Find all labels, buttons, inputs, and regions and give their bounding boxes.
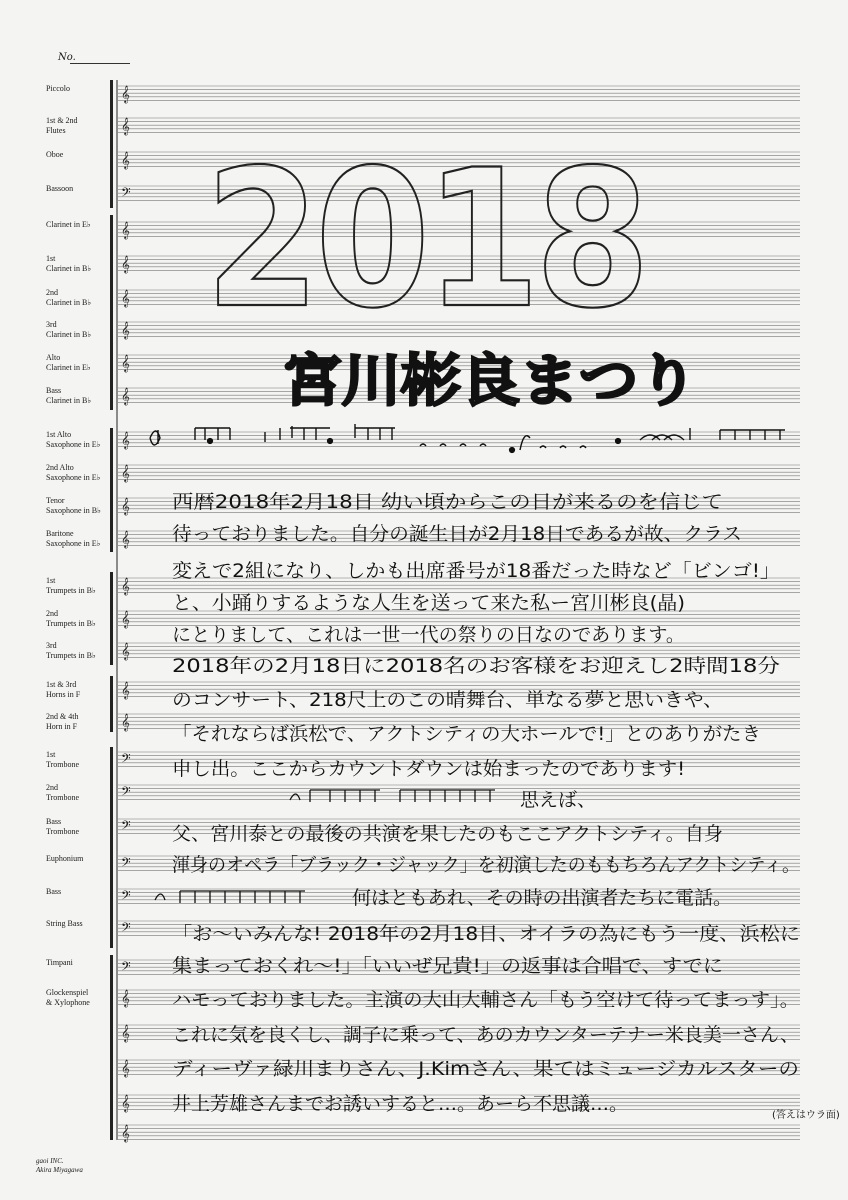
clef-glyph: 𝄞 [121, 289, 130, 307]
letter-line: 「お〜いみんな! 2018年の2月18日、オイラの為にもう一度、浜松に [172, 923, 800, 945]
clef-glyph: 𝄢 [121, 818, 131, 836]
instrument-label: Glockenspiel & Xylophone [46, 988, 90, 1007]
clef-glyph: 𝄞 [121, 497, 130, 515]
clef-glyph: 𝄞 [121, 681, 130, 699]
letter-line: 集まっておくれ〜!」「いいぜ兄貴!」の返事は合唱で、すでに [172, 955, 723, 977]
clef-glyph: 𝄞 [121, 117, 130, 135]
letter-line: 井上芳雄さんまでお誘いすると…。あーら不思議…。 [172, 1093, 628, 1115]
clef-glyph: 𝄞 [121, 577, 130, 595]
letter-line: にとりまして、これは一世一代の祭りの日なのであります。 [172, 624, 685, 646]
clef-glyph: 𝄢 [121, 855, 131, 873]
instrument-label: 1st Clarinet in B♭ [46, 254, 92, 273]
clef-glyph: 𝄞 [121, 1094, 130, 1112]
system-bracket [110, 747, 113, 948]
letter-line: 渾身のオペラ「ブラック・ジャック」を初演したのももちろんアクトシティ。 [172, 854, 800, 876]
handwritten-melody-1 [150, 424, 785, 452]
clef-glyph: 𝄢 [121, 185, 131, 203]
clef-glyph: 𝄞 [121, 1059, 130, 1077]
instrument-label: Bass Trombone [46, 817, 80, 836]
clef-glyph: 𝄞 [121, 221, 130, 239]
score-number-label: No. [58, 52, 76, 63]
system-bracket [110, 955, 113, 1140]
clef-glyph: 𝄞 [121, 530, 130, 548]
clef-glyph: 𝄞 [121, 610, 130, 628]
instrument-label: 1st & 3rd Horns in F [46, 680, 81, 699]
letter-line: と、小踊りするような人生を送って来た私ー宮川彬良(晶) [172, 592, 685, 614]
instrument-label: String Bass [46, 919, 83, 928]
instrument-label: Tenor Saxophone in B♭ [46, 496, 101, 515]
clef-glyph: 𝄢 [121, 888, 131, 906]
clef-glyph: 𝄞 [121, 464, 130, 482]
letter-line: 西暦2018年2月18日 幼い頃からこの日が来るのを信じて [172, 491, 723, 513]
clef-glyph: 𝄞 [121, 431, 130, 449]
clef-glyph: 𝄞 [121, 85, 130, 103]
publisher-name: gaoi INC. [36, 1157, 64, 1165]
letter-line: 「それならば浜松で、アクトシティの大ホールで!」とのありがたき [172, 723, 761, 745]
instrument-label: 1st Alto Saxophone in E♭ [46, 430, 101, 449]
instrument-label: 2nd & 4th Horn in F [46, 712, 79, 731]
clef-glyph: 𝄞 [121, 255, 130, 273]
letter-line: 思えば、 [520, 789, 596, 811]
clef-glyph: 𝄢 [121, 784, 131, 802]
letter-line: 待っておりました。自分の誕生日が2月18日であるが故、クラス [172, 523, 742, 545]
clef-glyph: 𝄞 [121, 354, 130, 372]
system-bracket [110, 215, 113, 410]
instrument-label: Bass [46, 887, 62, 896]
instrument-label: Timpani [46, 958, 73, 967]
instrument-label: 2nd Clarinet in B♭ [46, 288, 92, 307]
instrument-label: Bassoon [46, 184, 74, 193]
publisher-credit [36, 1157, 83, 1175]
clef-glyph: 𝄞 [121, 321, 130, 339]
letter-line: ハモっておりました。主演の大山大輔さん「もう空けて待ってまっす」。 [172, 989, 799, 1011]
letter-line: これに気を良くし、調子に乗って、あのカウンターテナー米良美一さん、 [172, 1024, 799, 1046]
clef-glyph: 𝄞 [121, 387, 130, 405]
instrument-label: 3rd Clarinet in B♭ [46, 320, 92, 339]
instrument-label: 2nd Trombone [46, 783, 80, 802]
letter-line: 父、宮川泰との最後の共演を果したのもここアクトシティ。自身 [172, 823, 723, 845]
clef-glyph: 𝄢 [121, 751, 131, 769]
instrument-label: 2nd Trumpets in B♭ [46, 609, 96, 628]
clef-glyph: 𝄞 [121, 642, 130, 660]
year-artwork: 2018 [205, 129, 645, 350]
letter-line: ディーヴァ緑川まりさん、J.Kimさん、果てはミュージカルスターの [172, 1058, 799, 1080]
instrument-label: 3rd Trumpets in B♭ [46, 641, 96, 660]
instrument-label: 1st & 2nd Flutes [46, 116, 78, 135]
system-bracket [110, 572, 113, 665]
instrument-label: Euphonium [46, 854, 84, 863]
clef-glyph: 𝄞 [121, 1124, 130, 1142]
composer-name: Akira Miyagawa [36, 1166, 83, 1174]
letter-line: のコンサート、218尺上のこの晴舞台、単なる夢と思いきや、 [172, 689, 723, 711]
system-bracket [110, 80, 113, 208]
instrument-label: Piccolo [46, 84, 70, 93]
letter-line: 何はともあれ、その時の出演者たちに電話。 [352, 887, 732, 909]
system-brackets [110, 80, 117, 1140]
clef-glyph: 𝄞 [121, 1024, 130, 1042]
system-bracket [110, 428, 113, 552]
instrument-label: Clarinet in E♭ [46, 220, 91, 229]
system-bracket [110, 676, 113, 732]
handwritten-letter [172, 491, 800, 1115]
instrument-label: Alto Clarinet in E♭ [46, 353, 91, 372]
clef-glyph: 𝄢 [121, 920, 131, 938]
instrument-label: Oboe [46, 150, 64, 159]
letter-line: 変えで2組になり、しかも出席番号が18番だった時など「ビンゴ!」 [172, 560, 780, 582]
clef-glyph: 𝄢 [121, 959, 131, 977]
instrument-label: 1st Trumpets in B♭ [46, 576, 96, 595]
clef-glyph: 𝄞 [121, 151, 130, 169]
instrument-label: Baritone Saxophone in E♭ [46, 529, 101, 548]
answer-note: (答えはウラ面) [772, 1110, 840, 1121]
instrument-label: 1st Trombone [46, 750, 80, 769]
letter-line: 申し出。ここからカウントダウンは始まったのであります! [172, 758, 685, 780]
clef-glyph: 𝄞 [121, 989, 130, 1007]
instrument-label: 2nd Alto Saxophone in E♭ [46, 463, 101, 482]
festival-title: 宮川彬良まつり [282, 349, 698, 414]
instrument-label: Bass Clarinet in B♭ [46, 386, 92, 405]
clef-glyph: 𝄞 [121, 713, 130, 731]
letter-line: 2018年の2月18日に2018名のお客様をお迎えし2時間18分 [172, 655, 780, 677]
